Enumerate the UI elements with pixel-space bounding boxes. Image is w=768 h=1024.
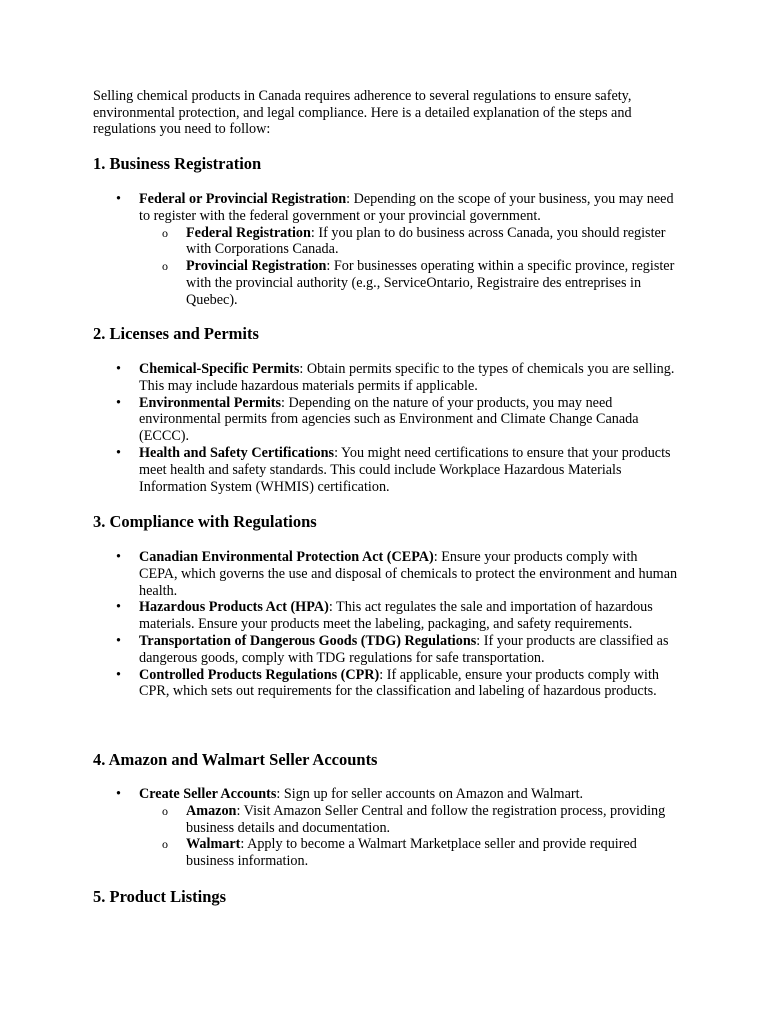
section-heading-product-listings: 5. Product Listings xyxy=(93,887,227,906)
item-term: Federal or Provincial Registration xyxy=(139,191,347,207)
sub-list-item xyxy=(186,225,679,259)
item-term: Hazardous Products Act (HPA) xyxy=(139,599,329,616)
subitem-text: : Apply to become a Walmart Marketplace seller and provide required business information. xyxy=(186,836,637,870)
sub-list-item xyxy=(186,836,679,870)
subitem-term: Federal Registration xyxy=(186,224,311,241)
item-text: : Depending on the scope of your business, you may need to register with the federal government or your provincial government. xyxy=(139,191,674,224)
item-term: Environmental Permits xyxy=(139,394,281,411)
item-text: : Obtain permits specific to the types of chemicals you are selling. This may include hazardous materials permits if applicable. xyxy=(139,361,675,394)
section-heading-licenses-permits: 2. Licenses and Permits xyxy=(93,324,259,343)
sub-list-item xyxy=(186,258,679,308)
section-2-list xyxy=(139,361,679,495)
item-term: Transportation of Dangerous Goods (TDG) Regulations xyxy=(139,632,477,649)
subitem-text: : For businesses operating within a specific province, register with the provincial authority (e.g., ServiceOntario, Registraire des entreprises in Quebec). xyxy=(186,258,675,308)
list-item xyxy=(139,191,679,309)
item-term: Chemical-Specific Permits xyxy=(139,361,300,377)
list-item xyxy=(139,445,679,495)
item-text: : You might need certifications to ensure that your products meet health and safety standards. This could include Workplace Hazardous Materials Information System (WHMIS) certification. xyxy=(139,444,671,495)
list-item xyxy=(139,633,679,667)
list-item xyxy=(139,599,679,633)
subitem-term: Walmart xyxy=(186,836,241,853)
section-heading-compliance: 3. Compliance with Regulations xyxy=(93,512,317,531)
item-text: : If applicable, ensure your products comply with CPR, which sets out requirements for the classification and labeling of hazardous products. xyxy=(139,666,660,700)
section-heading-business-registration: 1. Business Registration xyxy=(93,154,262,173)
section-1-list xyxy=(139,191,679,309)
item-text: : This act regulates the sale and importation of hazardous materials. Ensure your products meet the labeling, packaging, and safety requirements. xyxy=(139,599,653,633)
subitem-term: Amazon xyxy=(186,802,237,819)
subitem-text: : If you plan to do business across Canada, you should register with Corporations Canada. xyxy=(186,224,666,258)
sub-list xyxy=(139,225,679,309)
list-item xyxy=(139,395,679,445)
list-item xyxy=(139,361,679,395)
item-term: Canadian Environmental Protection Act (CEPA) xyxy=(139,549,434,565)
section-heading-seller-accounts: 4. Amazon and Walmart Seller Accounts xyxy=(93,750,378,769)
subitem-text: : Visit Amazon Seller Central and follow the registration process, providing business details and documentation. xyxy=(186,802,666,836)
section-4-list xyxy=(139,786,679,870)
item-text: : If your products are classified as dangerous goods, comply with TDG regulations for safe transportation. xyxy=(139,632,669,666)
subitem-term: Provincial Registration xyxy=(186,258,327,275)
intro-paragraph: Selling chemical products in Canada requires adherence to several regulations to ensure safety, environmental protection, and legal compliance. Here is a detailed explanation of the steps and regulations you need to follow: xyxy=(93,88,632,138)
sub-list xyxy=(139,803,679,870)
list-item xyxy=(139,667,679,701)
item-term: Controlled Products Regulations (CPR) xyxy=(139,666,380,683)
sub-list-item xyxy=(186,803,679,837)
item-term: Health and Safety Certifications xyxy=(139,444,335,461)
item-text: : Sign up for seller accounts on Amazon and Walmart. xyxy=(276,786,584,802)
item-term: Create Seller Accounts xyxy=(139,786,277,802)
list-item xyxy=(139,549,679,599)
section-3-list xyxy=(139,549,679,700)
item-text: : Ensure your products comply with CEPA, which governs the use and disposal of chemicals to protect the environment and human health. xyxy=(139,549,678,599)
item-text: : Depending on the nature of your products, you may need environmental permits from agencies such as Environment and Climate Change Canada (ECCC). xyxy=(139,394,639,445)
list-item xyxy=(139,786,679,870)
